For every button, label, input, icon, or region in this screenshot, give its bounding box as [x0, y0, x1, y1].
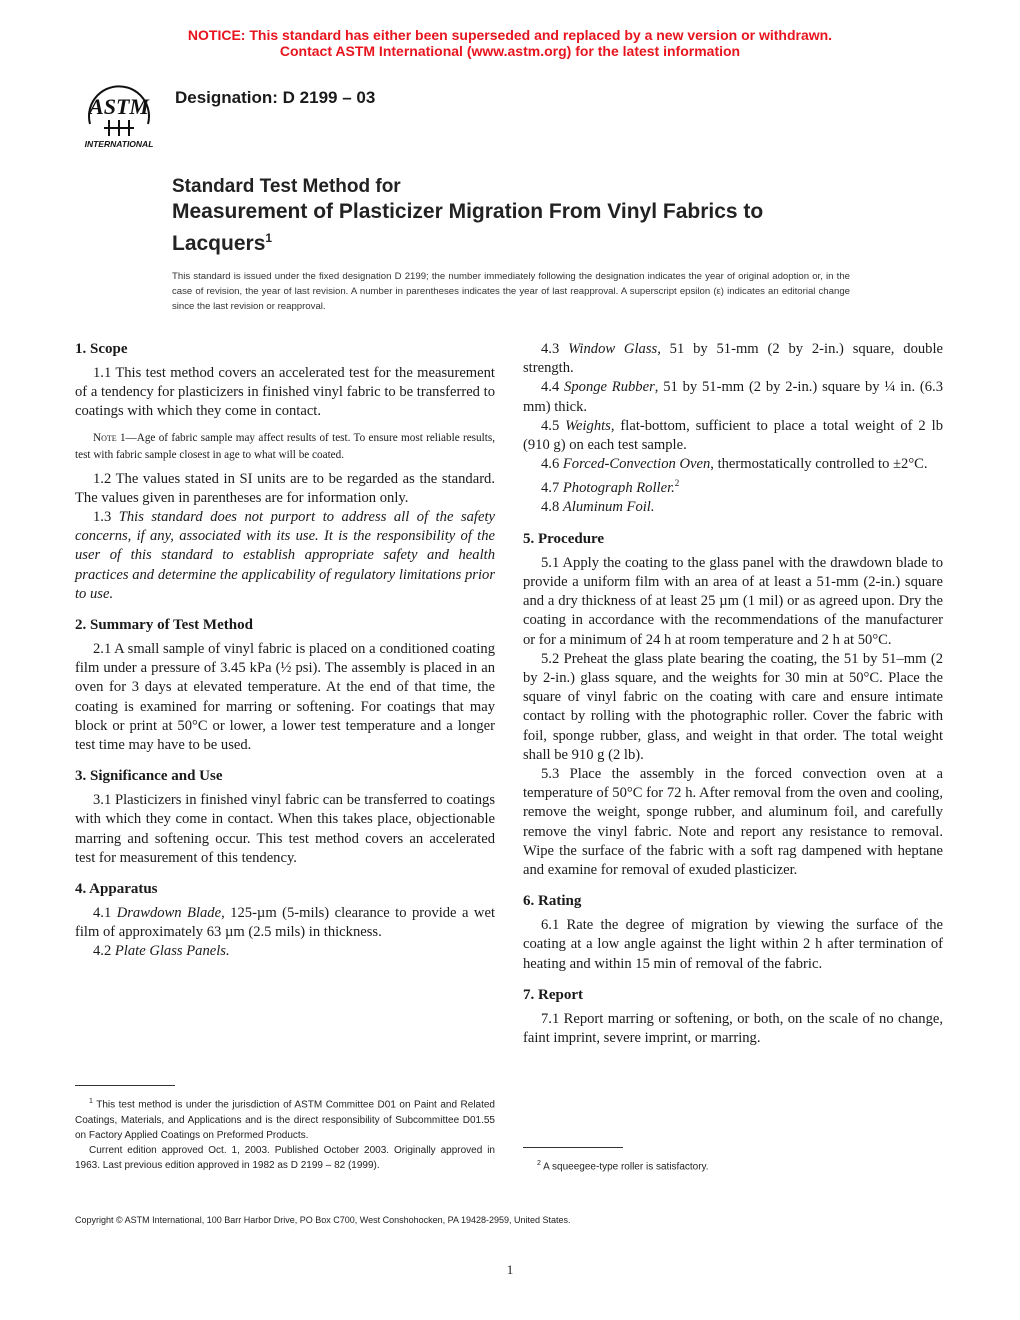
- footnote-1-para-b: Current edition approved Oct. 1, 2003. Published October 2003. Originally approved in 1963. Last previous edition approved in 1982 as D 2199 – 82 (1999).: [75, 1144, 495, 1172]
- title-line-2: Measurement of Plasticizer Migration From Vinyl Fabrics to: [172, 200, 764, 223]
- para-5-3: 5.3 Place the assembly in the forced convection oven at a temperature of 50°C for 72 h. After removal from the oven and cooling, remove the weight, sponge rubber, and aluminum foil, and carefully remove the vinyl fabric. Note and report any resistance to removal. Wipe the surface of the fabric with a soft rag dampened with heptane and examine for removal of exuded plasticizer.: [523, 765, 943, 878]
- title-footnote-ref: 1: [265, 231, 273, 245]
- section-2-heading: 2. Summary of Test Method: [75, 617, 253, 634]
- footnote-1: [75, 1094, 495, 1173]
- logo-wordmark: ASTM: [89, 94, 149, 119]
- footnote-2-mark: 2: [537, 1160, 541, 1167]
- issued-note: This standard is issued under the fixed designation D 2199; the number immediately following the designation indicates the year of original adoption or, in the case of revision, the year of last revision. A number in parentheses indicates the year of last reapproval. A superscript epsilon (ε) indicates an editorial change since the last revision or reapproval.: [172, 271, 850, 312]
- para-7-1: 7.1 Report marring or softening, or both, on the scale of no change, faint imprint, severe imprint, or marring.: [523, 1010, 943, 1046]
- para-4-2: [75, 942, 495, 961]
- designation: Designation: D 2199 – 03: [175, 88, 376, 107]
- para-3-1: 3.1 Plasticizers in finished vinyl fabric can be transferred to coatings with which they come in contact. When this takes place, objectionable marring and softening occur. This test method covers an accelerated test for measurement of this tendency.: [75, 792, 495, 866]
- para-4-2-item: Plate Glass Panels.: [114, 943, 230, 960]
- para-4-1-rest: , 125-µm (5-mils) clearance to provide a wet film of approximately 63 µm (2.5 mils) in thickness.: [75, 905, 495, 941]
- para-1-3-text: This standard does not purport to address all of the safety concerns, if any, associated with its use. It is the responsibility of the user of this standard to establish appropriate safety and health practices and determine the applicability of regulatory limitations prior to use.: [75, 509, 495, 602]
- note-1-label: Note: [93, 431, 117, 444]
- footnote-2-para: [523, 1156, 943, 1175]
- section-1-heading: 1. Scope: [75, 341, 128, 357]
- para-4-5-item: Weights: [565, 417, 611, 434]
- left-column: [75, 340, 495, 962]
- section-7-heading: 7. Report: [523, 986, 583, 1003]
- footnote-1-mark: 1: [89, 1098, 93, 1105]
- para-4-4-item: Sponge Rubber: [564, 379, 655, 396]
- para-4-5-rest: , flat-bottom, sufficient to place a total weight of 2 lb (910 g) on each test sample.: [523, 417, 943, 454]
- para-4-7: [523, 474, 943, 498]
- para-4-8-num: 4.8: [541, 499, 563, 516]
- para-4-3-num: 4.3: [541, 341, 569, 357]
- footnote-rule-left: [75, 1085, 175, 1086]
- para-1-3-num: 1.3: [93, 509, 119, 526]
- para-4-1-num: 4.1: [93, 905, 117, 922]
- para-4-8-item: Aluminum Foil.: [562, 499, 655, 516]
- notice-line-1: NOTICE: This standard has either been superseded and replaced by a new version or withdrawn.: [187, 27, 833, 43]
- para-4-4: [523, 378, 943, 416]
- para-4-6-num: 4.6: [541, 456, 563, 473]
- footnote-1-text-a: This test method is under the jurisdiction of ASTM Committee D01 on Paint and Related Coatings, Materials, and Applications and is the direct responsibility of Subcommittee D01.55 on Factory Applied Coatings on Preformed Products.: [75, 1099, 495, 1141]
- para-4-3: [523, 340, 943, 378]
- footnote-rule-right: [523, 1147, 623, 1148]
- para-5-2: 5.2 Preheat the glass plate bearing the coating, the 51 by 51–mm (2 by 2-in.) glass square, and the weights for 30 min at 50°C. Place the square of vinyl fabric on the coating with care and ensure intimate contact by rolling with the photographic roller. Cover the fabric with foil, sponge rubber, glass, and weight in that order. The total weight shall be 910 g (2 lb).: [523, 650, 943, 763]
- note-1: [75, 430, 495, 464]
- copyright-line: Copyright © ASTM International, 100 Barr Harbor Drive, PO Box C700, West Conshohocken, PA 19428-2959, United States.: [75, 1215, 571, 1225]
- withdrawal-notice: [0, 27, 1020, 59]
- para-4-4-num: 4.4: [541, 379, 565, 396]
- title-line-1: Standard Test Method for: [172, 176, 401, 197]
- para-5-1: 5.1 Apply the coating to the glass panel with the drawdown blade to provide a uniform film with an area of at least a 51-mm (2-in.) square and a dry thickness of at least 25 µm (1 mil) or as agreed upon. Dry the coating in accordance with the recommendations of the manufacturer or for a minimum of 24 h at room temperature and 2 h at 50°C.: [523, 554, 943, 648]
- section-4-heading: 4. Apparatus: [75, 881, 158, 898]
- para-4-3-item: Window Glass: [568, 341, 658, 357]
- footnote-2: [523, 1156, 943, 1175]
- para-4-6: [523, 455, 943, 474]
- section-3-heading: 3. Significance and Use: [75, 768, 223, 785]
- para-4-7-num: 4.7: [541, 480, 563, 497]
- para-1-2: 1.2 The values stated in SI units are to be regarded as the standard. The values given in parentheses are for information only.: [75, 470, 495, 506]
- footnote-2-text: A squeegee-type roller is satisfactory.: [540, 1161, 709, 1173]
- footnote-1-para-a: [75, 1094, 495, 1143]
- logo-subtitle: INTERNATIONAL: [84, 139, 154, 149]
- notice-line-2: Contact ASTM International (www.astm.org) for the latest information: [279, 43, 741, 59]
- right-column: [523, 340, 943, 1048]
- para-4-4-rest: , 51 by 51-mm (2 by 2-in.) square by ¼ in. (6.3 mm) thick.: [523, 379, 943, 415]
- para-4-5: [523, 417, 943, 455]
- para-4-8: [523, 498, 943, 517]
- title-line-3-text: Lacquers: [172, 232, 266, 255]
- para-4-5-num: 4.5: [541, 417, 566, 434]
- para-4-7-item: Photograph Roller.: [562, 480, 675, 497]
- para-4-1: [75, 904, 495, 942]
- footnote-2-ref: 2: [674, 478, 680, 489]
- astm-logo: [76, 80, 162, 150]
- para-6-1: 6.1 Rate the degree of migration by viewing the surface of the coating at a low angle against the light within 2 h after termination of heating and within 15 min of removal of the fabric.: [523, 917, 943, 972]
- para-4-1-item: Drawdown Blade: [116, 905, 222, 922]
- para-4-2-num: 4.2: [93, 943, 115, 960]
- para-4-3-rest: , 51 by 51-mm (2 by 2-in.) square, double strength.: [523, 341, 944, 377]
- para-4-6-item: Forced-Convection Oven: [562, 456, 711, 473]
- section-6-heading: 6. Rating: [523, 893, 582, 910]
- page-number: 1: [506, 1262, 514, 1277]
- section-5-heading: 5. Procedure: [523, 530, 605, 547]
- note-1-text: 1—Age of fabric sample may affect results of test. To ensure most reliable results, test with fabric sample closest in age to what will be coated.: [75, 431, 495, 461]
- para-4-6-rest: , thermostatically controlled to ±2°C.: [710, 456, 928, 473]
- para-1-1: 1.1 This test method covers an accelerated test for the measurement of a tendency for plasticizers in finished vinyl fabric to be transferred to coatings with which they come in contact.: [75, 365, 495, 420]
- title-line-3: [172, 225, 892, 257]
- para-2-1: 2.1 A small sample of vinyl fabric is placed on a conditioned coating film under a pressure of 3.45 kPa (½ psi). The assembly is placed in an oven for 3 days at elevated temperature. At the end of that time, the coating is examined for marring or softening. For coatings that may block or print at 50°C or lower, a lower test temperature and a longer test time may have to be used.: [75, 641, 495, 754]
- para-1-3: [75, 508, 495, 604]
- document-title: [172, 175, 892, 257]
